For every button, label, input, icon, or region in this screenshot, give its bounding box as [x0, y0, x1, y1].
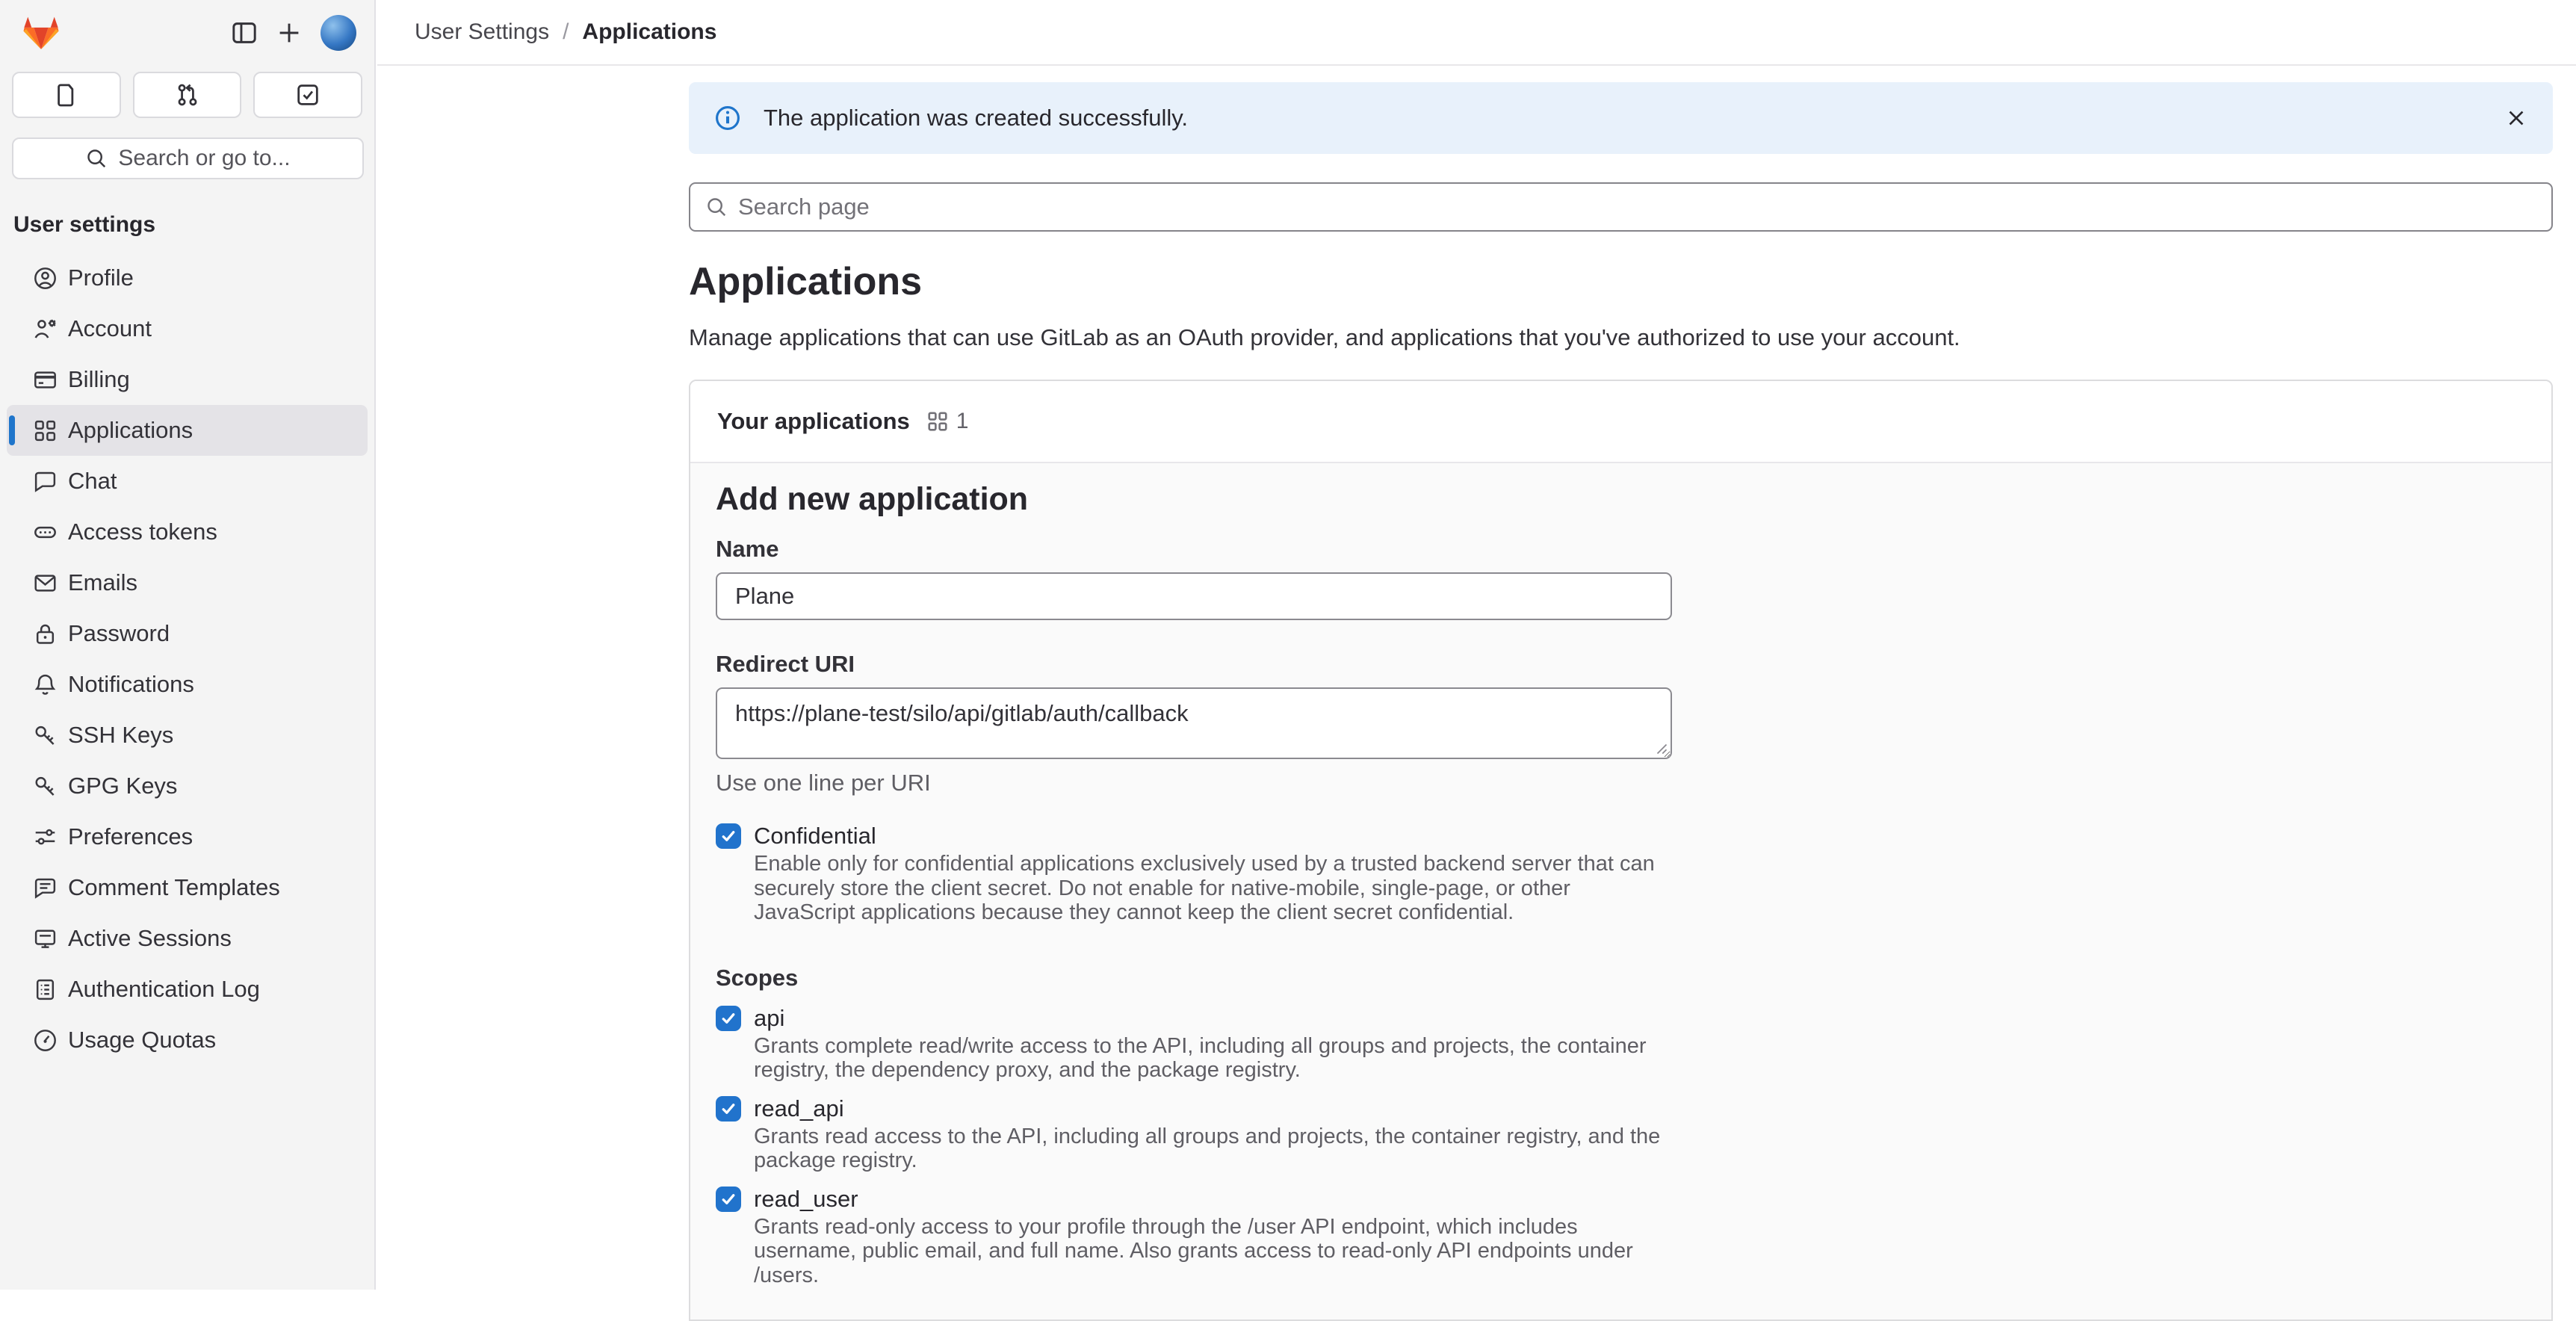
active-indicator	[9, 415, 15, 445]
applications-icon	[33, 418, 58, 443]
password-icon	[33, 622, 58, 646]
merge-requests-icon	[175, 82, 200, 108]
chat-icon	[33, 469, 58, 494]
sidebar-item-label: Usage Quotas	[68, 1027, 217, 1053]
issues-button[interactable]	[12, 72, 121, 118]
breadcrumb-separator: /	[563, 19, 569, 44]
todos-button[interactable]	[253, 72, 362, 118]
sidebar-item-usage-quotas[interactable]	[7, 1015, 368, 1065]
search-icon	[85, 147, 108, 170]
page-search	[689, 182, 2553, 232]
sidebar-item-comment-templates[interactable]	[7, 862, 368, 913]
user-avatar[interactable]	[321, 15, 356, 51]
sidebar-section-title: User settings	[13, 212, 156, 237]
ssh-keys-icon	[33, 723, 58, 748]
scope-read-user-label[interactable]: read_user	[754, 1185, 858, 1212]
search-placeholder: Search or go to...	[118, 146, 291, 170]
scope-api-description: Grants complete read/write access to the API, including all groups and projects, the container registry, the dependency proxy, and the package registry.	[754, 1033, 1647, 1082]
scope-read-api-description: Grants read access to the API, including all groups and projects, the container registry, and the package registry.	[754, 1124, 1661, 1172]
sidebar-item-label: Active Sessions	[68, 925, 232, 951]
card-body	[690, 463, 2551, 1321]
plus-icon	[276, 19, 303, 46]
confidential-label[interactable]: Confidential	[754, 823, 876, 849]
create-new-button[interactable]	[276, 19, 303, 46]
preferences-icon	[33, 825, 58, 850]
gitlab-logo-icon	[22, 16, 60, 51]
authentication-log-icon	[33, 977, 58, 1002]
applications-count: 1	[956, 409, 969, 433]
sidebar-shortcuts	[12, 72, 362, 118]
sidebar-item-access-tokens[interactable]	[7, 507, 368, 557]
info-alert	[689, 82, 2553, 154]
breadcrumb-current: Applications	[582, 19, 717, 44]
redirect-uri-wrap	[716, 687, 1672, 759]
gpg-keys-icon	[33, 774, 58, 799]
info-icon	[714, 105, 741, 132]
account-icon	[33, 317, 58, 341]
card-header-title: Your applications	[717, 408, 910, 434]
sidebar-item-active-sessions[interactable]	[7, 913, 368, 964]
sidebar-item-password[interactable]	[7, 608, 368, 659]
sidebar-item-applications[interactable]	[7, 405, 368, 456]
sidebar-item-authentication-log[interactable]	[7, 964, 368, 1015]
sidebar-item-preferences[interactable]	[7, 811, 368, 862]
sidebar-item-label: Account	[68, 315, 152, 341]
emails-icon	[33, 571, 58, 595]
issues-icon	[54, 82, 79, 108]
applications-card	[689, 380, 2553, 1321]
notifications-icon	[33, 672, 58, 697]
page-description: Manage applications that can use GitLab as an OAuth provider, and applications that you've authorized to use your account.	[689, 324, 1960, 350]
name-label: Name	[716, 536, 779, 562]
sidebar-item-label: Preferences	[68, 823, 193, 850]
merge-requests-button[interactable]	[133, 72, 242, 118]
panel-left-icon	[231, 19, 258, 46]
sidebar-item-label: Applications	[68, 417, 193, 443]
sidebar-item-label: Billing	[68, 366, 130, 392]
sidebar-item-label: Password	[68, 620, 170, 646]
sidebar-item-label: Comment Templates	[68, 874, 280, 900]
sidebar-toggle-button[interactable]	[231, 19, 258, 46]
usage-quotas-icon	[33, 1028, 58, 1053]
sidebar-item-label: SSH Keys	[68, 722, 174, 748]
sidebar-top	[0, 0, 374, 66]
scope-api-checkbox[interactable]	[716, 1006, 741, 1031]
sidebar-item-label: Notifications	[68, 671, 194, 697]
sidebar-item-ssh-keys[interactable]	[7, 710, 368, 761]
billing-icon	[33, 368, 58, 392]
main-content	[689, 66, 2553, 1321]
add-application-heading: Add new application	[716, 481, 1029, 517]
scope-read-api-label[interactable]: read_api	[754, 1095, 844, 1122]
confidential-row	[716, 822, 2526, 850]
applications-count-icon	[926, 410, 949, 433]
profile-icon	[33, 266, 58, 291]
access-tokens-icon	[33, 520, 58, 545]
sidebar-item-label: Authentication Log	[68, 976, 260, 1002]
sidebar-item-label: Access tokens	[68, 519, 217, 545]
scope-read-user-description: Grants read-only access to your profile through the /user API endpoint, which includes username, public email, and full name. Also grants access to read-only API endpoints under /users.	[754, 1214, 1633, 1287]
scope-read-user-row	[716, 1185, 2526, 1213]
sidebar-item-label: GPG Keys	[68, 773, 178, 799]
scopes-label: Scopes	[716, 964, 799, 991]
alert-message: The application was created successfully.	[764, 105, 1189, 131]
card-header	[690, 381, 2551, 463]
todos-icon	[295, 82, 321, 108]
confidential-checkbox[interactable]	[716, 823, 741, 849]
scope-read-api-checkbox[interactable]	[716, 1096, 741, 1122]
sidebar-item-label: Chat	[68, 468, 117, 494]
comment-templates-icon	[33, 876, 58, 900]
sidebar-item-account[interactable]	[7, 303, 368, 354]
scope-api-label[interactable]: api	[754, 1004, 785, 1031]
redirect-uri-field[interactable]	[716, 687, 1672, 759]
close-icon	[2505, 107, 2527, 129]
scope-read-user-checkbox[interactable]	[716, 1187, 741, 1212]
sidebar	[0, 0, 376, 1290]
page-search-input[interactable]	[737, 193, 2536, 221]
active-sessions-icon	[33, 926, 58, 951]
name-field[interactable]	[716, 572, 1672, 620]
sidebar-item-billing[interactable]	[7, 354, 368, 405]
sidebar-item-profile[interactable]	[7, 253, 368, 303]
sidebar-item-chat[interactable]	[7, 456, 368, 507]
sidebar-item-gpg-keys[interactable]	[7, 761, 368, 811]
scope-api-row	[716, 1004, 2526, 1033]
redirect-uri-hint: Use one line per URI	[716, 770, 931, 796]
redirect-uri-label: Redirect URI	[716, 651, 855, 677]
breadcrumb-user-settings[interactable]: User Settings	[415, 19, 550, 44]
page-title: Applications	[689, 260, 923, 303]
search-icon	[705, 196, 728, 218]
alert-close-button[interactable]	[2505, 107, 2527, 129]
sidebar-item-emails[interactable]	[7, 557, 368, 608]
sidebar-menu	[7, 253, 368, 1065]
search-or-go-to-button[interactable]	[12, 137, 364, 179]
scope-read-api-row	[716, 1095, 2526, 1123]
confidential-description: Enable only for confidential applications exclusively used by a trusted backend server that can securely store the client secret. Do not enable for native-mobile, single-page, or other JavaScript applications because they cannot keep the client secret confidential.	[754, 852, 1655, 924]
breadcrumb-bar	[377, 0, 2576, 66]
sidebar-item-label: Emails	[68, 569, 138, 595]
sidebar-item-label: Profile	[68, 264, 134, 291]
sidebar-item-notifications[interactable]	[7, 659, 368, 710]
